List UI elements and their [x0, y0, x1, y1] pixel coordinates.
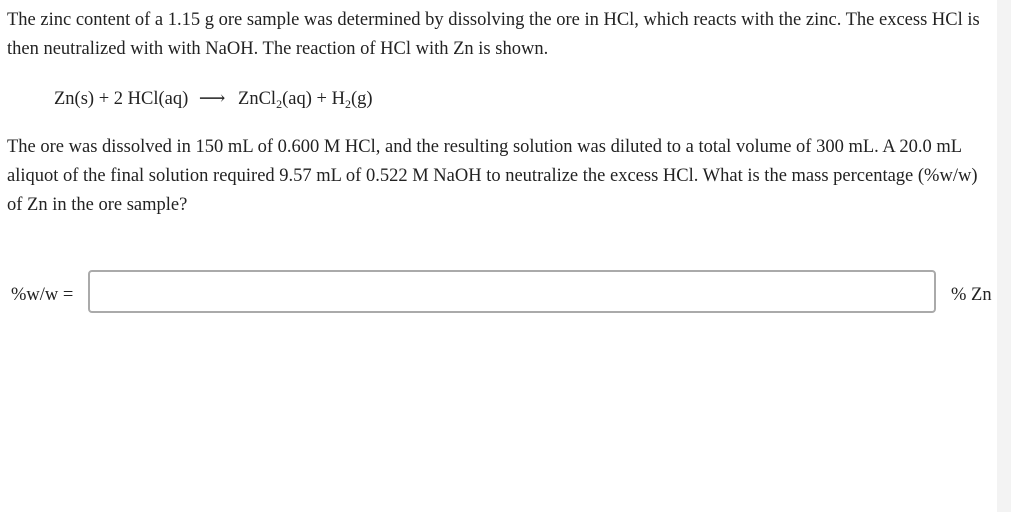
plus-sign: +: [98, 89, 110, 109]
answer-unit: % Zn: [951, 285, 992, 305]
question-intro: The zinc content of a 1.15 g ore sample was determined by dissolving the ore in HCl, which reacts with the zinc. The excess HCl is then neutralized with with NaOH. The reaction of HCl with Zn is shown.: [7, 10, 980, 59]
question-details: The ore was dissolved in 150 mL of 0.600 M HCl, and the resulting solution was diluted to a total volume of 300 mL. A 20.0 mL aliquot of the final solution required 9.57 mL of 0.522 M NaOH to neutralize the excess HCl. What is the mass percentage (%w/w) of Zn in the ore sample?: [7, 137, 978, 215]
plus-sign: +: [316, 89, 327, 109]
product-zncl2: ZnCl$_2$(aq): [238, 89, 312, 111]
answer-label: %w/w =: [11, 285, 74, 305]
reactant-hcl: 2 HCl(aq): [113, 89, 189, 109]
scroll-gutter: [997, 0, 1011, 512]
reactant-zn: Zn(s): [54, 89, 95, 109]
answer-input[interactable]: [88, 270, 936, 313]
reaction-equation: [54, 86, 373, 112]
product-h2: $H_2(g)$: [331, 89, 373, 111]
reaction-arrow-icon: ⟶: [198, 89, 226, 109]
